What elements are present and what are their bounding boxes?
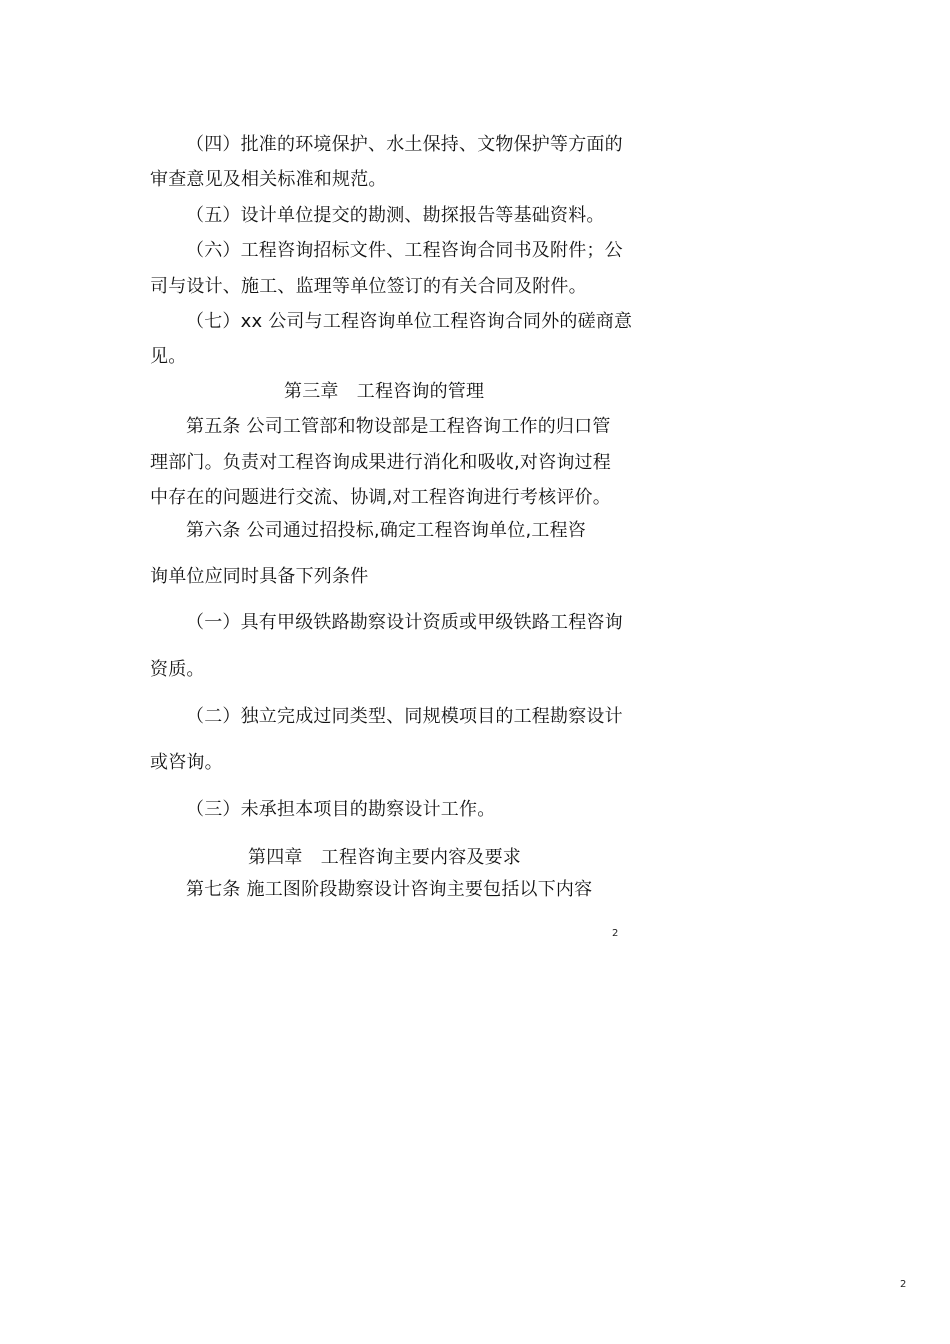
text-line: 见。 — [150, 346, 187, 367]
text-line: （一）具有甲级铁路勘察设计资质或甲级铁路工程咨询 — [186, 612, 623, 633]
page-number-corner: 2 — [900, 1279, 907, 1290]
text-line: （二）独立完成过同类型、同规模项目的工程勘察设计 — [186, 706, 623, 727]
text-line: 审查意见及相关标准和规范。 — [150, 169, 387, 190]
text-line: （三）未承担本项目的勘察设计工作。 — [186, 799, 496, 820]
text-line: 或咨询。 — [150, 752, 223, 773]
text-line: 询单位应同时具备下列条件 — [150, 566, 369, 587]
text-line: （七）xx 公司与工程咨询单位工程咨询合同外的磋商意 — [186, 311, 633, 332]
text-line: 第五条 公司工管部和物设部是工程咨询工作的归口管 — [186, 416, 611, 437]
text-line: （四）批准的环境保护、水土保持、文物保护等方面的 — [186, 134, 623, 155]
chapter-heading: 第四章 工程咨询主要内容及要求 — [248, 847, 521, 868]
text-line: （六）工程咨询招标文件、工程咨询合同书及附件；公 — [186, 240, 623, 261]
text-line: （五）设计单位提交的勘测、勘探报告等基础资料。 — [186, 205, 605, 226]
chapter-heading: 第三章 工程咨询的管理 — [284, 381, 485, 402]
text-line: 第七条 施工图阶段勘察设计咨询主要包括以下内容 — [186, 879, 593, 900]
text-line: 司与设计、施工、监理等单位签订的有关合同及附件。 — [150, 276, 587, 297]
text-line: 中存在的问题进行交流、协调,对工程咨询进行考核评价。 — [150, 487, 611, 508]
text-line: 第六条 公司通过招投标,确定工程咨询单位,工程咨 — [186, 520, 586, 541]
page-number: 2 — [612, 928, 619, 939]
text-line: 理部门。负责对工程咨询成果进行消化和吸收,对咨询过程 — [150, 452, 611, 473]
text-line: 资质。 — [150, 659, 205, 680]
